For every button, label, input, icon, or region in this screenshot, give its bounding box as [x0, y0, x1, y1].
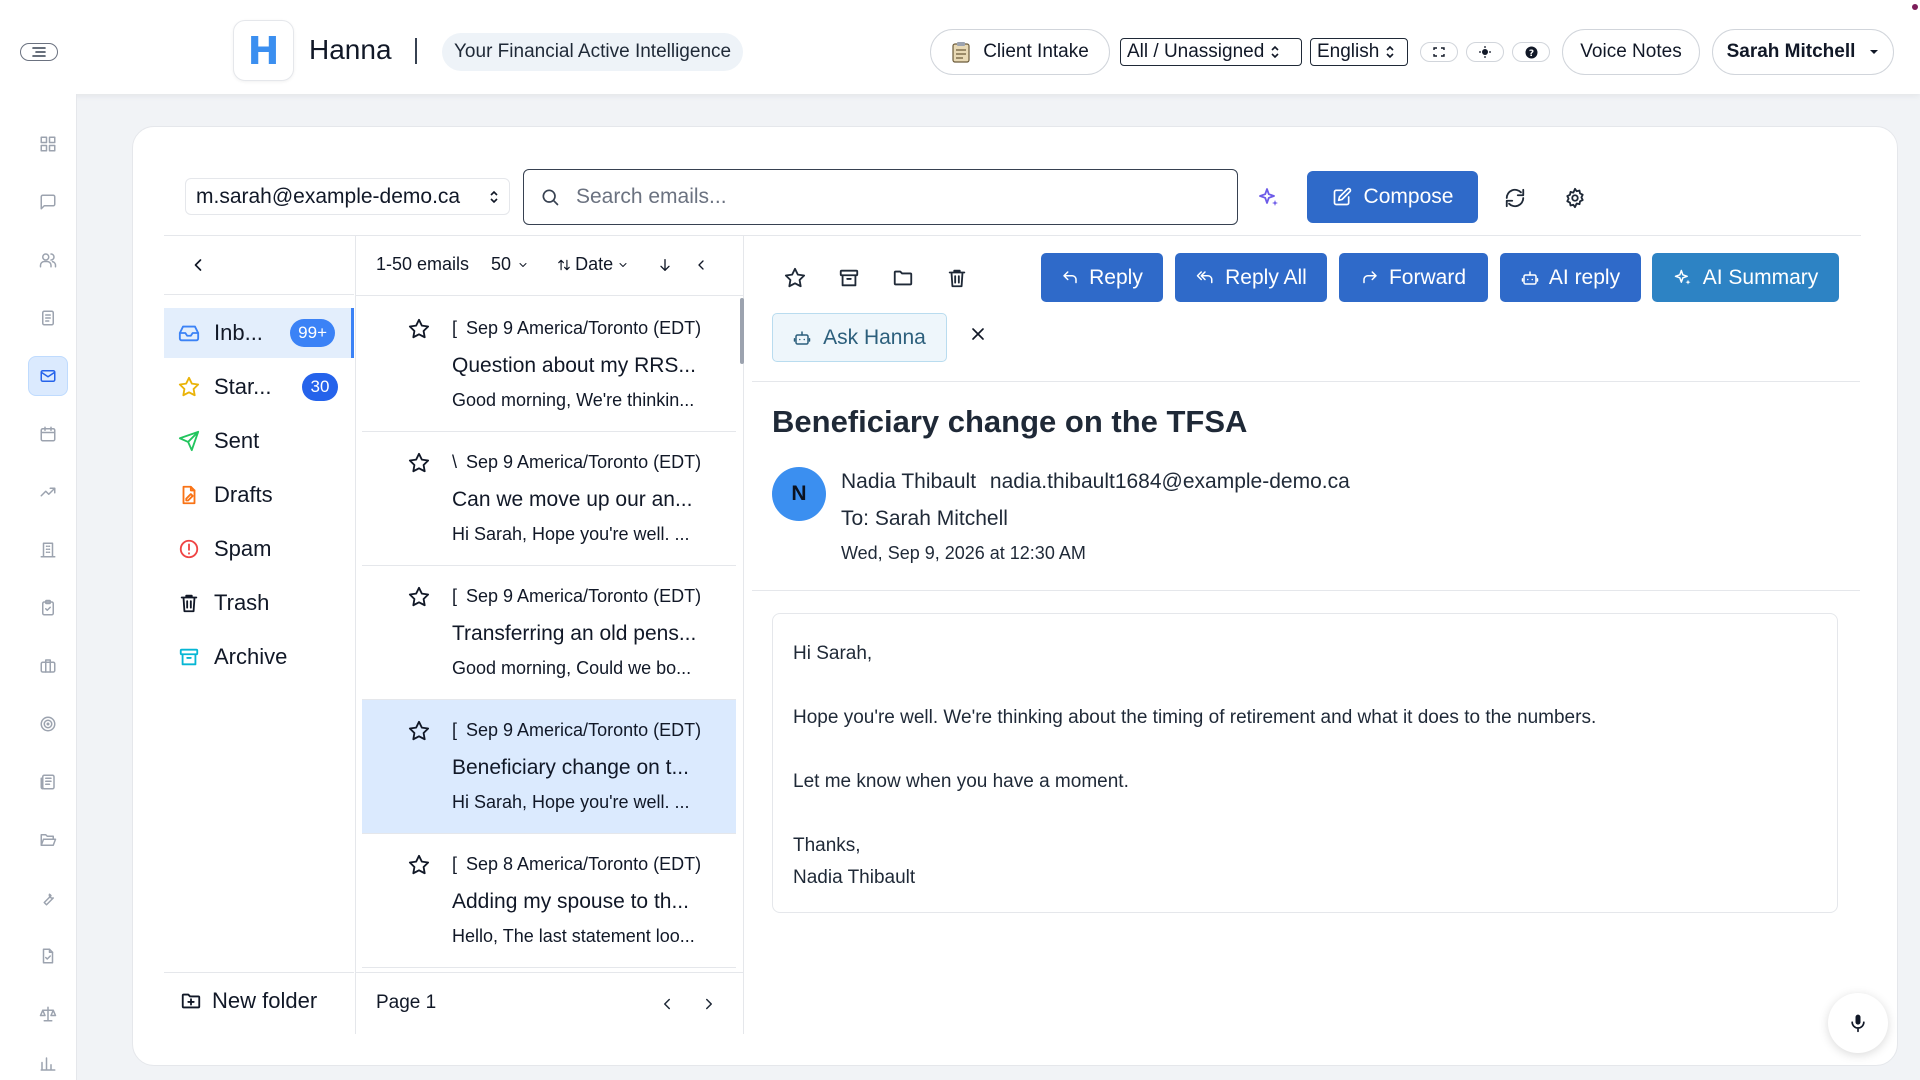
reply-all-label: Reply All	[1225, 265, 1307, 289]
pager-label: Page 1	[376, 992, 437, 1013]
sender-name: Nadia Thibault	[841, 470, 977, 493]
message-body-line: Hi Sarah,	[793, 643, 873, 664]
user-menu-button[interactable]	[1712, 29, 1894, 75]
close-icon	[968, 324, 988, 344]
folder-label: Star...	[214, 374, 272, 399]
news-icon[interactable]	[28, 762, 68, 802]
email-date	[452, 318, 701, 339]
email-subject: Beneficiary change on t...	[452, 756, 689, 779]
recipient-line: To: Sarah Mitchell	[841, 507, 1008, 530]
menu-toggle-button[interactable]	[20, 43, 58, 61]
search-icon	[540, 187, 560, 207]
chevron-left-icon	[693, 257, 709, 273]
email-date-text: Sep 9 America/Toronto (EDT)	[466, 452, 702, 472]
email-date	[452, 452, 701, 473]
folder-label: Spam	[214, 536, 272, 561]
chevron-left-icon	[188, 255, 208, 275]
email-subject: Can we move up our an...	[452, 488, 693, 511]
drafts-icon	[178, 484, 200, 506]
next-page-button[interactable]	[700, 995, 718, 1013]
reply-all-icon	[1195, 269, 1215, 287]
app-name: Hanna	[309, 34, 392, 65]
voice-notes-button[interactable]	[1562, 29, 1700, 75]
email-preview: Hi Sarah, Hope you're well. ...	[452, 524, 690, 544]
star-message-button[interactable]	[780, 263, 810, 293]
search-box	[523, 169, 1238, 225]
sort-direction-button[interactable]	[657, 257, 673, 273]
archive-icon	[838, 267, 860, 289]
sent-timestamp: Wed, Sep 9, 2026 at 12:30 AM	[841, 543, 1086, 563]
notification-dot	[1912, 4, 1918, 10]
folder-label: Trash	[214, 590, 270, 615]
folder-sent[interactable]	[164, 416, 354, 466]
folders-divider	[355, 236, 356, 1034]
email-date-text: Sep 9 America/Toronto (EDT)	[466, 318, 702, 338]
calendar-icon[interactable]	[28, 414, 68, 454]
dashboard-icon[interactable]	[28, 124, 68, 164]
refresh-icon	[1504, 187, 1526, 209]
scale-icon[interactable]	[28, 994, 68, 1034]
send-icon	[178, 430, 200, 452]
ai-summary-button[interactable]	[1652, 253, 1839, 302]
list-header	[376, 254, 709, 275]
star-toggle[interactable]	[408, 854, 430, 876]
star-icon	[408, 586, 430, 608]
search-input[interactable]	[576, 185, 1176, 209]
edit-icon	[1332, 187, 1352, 207]
email-range: 1-50 emails	[376, 254, 470, 274]
clipboard-icon[interactable]	[28, 588, 68, 628]
star-icon	[408, 854, 430, 876]
star-icon	[408, 318, 430, 340]
unread-badge: 99+	[290, 319, 335, 347]
top-bar	[0, 0, 1920, 94]
app-tagline: Your Financial Active Intelligence	[442, 33, 743, 71]
archive-icon	[178, 646, 200, 668]
page-size-select[interactable]	[491, 254, 529, 275]
message-body-line	[793, 798, 1817, 830]
trash-icon	[178, 592, 200, 614]
updown-chevron-icon	[1385, 44, 1395, 60]
folder-open-icon[interactable]	[28, 820, 68, 860]
close-message-button[interactable]	[968, 324, 988, 344]
folder-label: Sent	[214, 428, 260, 453]
assignment-filter-value: All / Unassigned	[1127, 41, 1265, 62]
ai-reply-button[interactable]	[1500, 253, 1641, 302]
folder-inbox[interactable]	[164, 308, 354, 358]
expand-icon	[1433, 47, 1445, 57]
email-date-text: Sep 9 America/Toronto (EDT)	[466, 586, 702, 606]
email-subject: Transferring an old pens...	[452, 622, 697, 645]
folder-drafts[interactable]	[164, 470, 354, 520]
message-body-line	[793, 734, 1817, 766]
page-size-value: 50	[491, 254, 512, 274]
email-preview: Hello, The last statement loo...	[452, 926, 695, 946]
reply-button[interactable]	[1041, 253, 1163, 302]
email-preview: Hi Sarah, Hope you're well. ...	[452, 792, 690, 812]
arrow-down-icon	[657, 257, 673, 273]
email-date-text: Sep 8 America/Toronto (EDT)	[466, 854, 702, 874]
reply-label: Reply	[1089, 265, 1143, 289]
forward-button[interactable]	[1339, 253, 1488, 302]
chevron-down-icon	[617, 259, 629, 271]
sort-icon	[557, 258, 571, 272]
inbox-icon	[178, 322, 200, 344]
sender-line	[841, 470, 1350, 494]
sender-email[interactable]: nadia.thibault1684@example-demo.ca	[989, 470, 1350, 493]
star-toggle[interactable]	[408, 720, 430, 742]
folder-spam[interactable]	[164, 524, 354, 574]
ai-reply-label: AI reply	[1548, 265, 1621, 289]
email-subject: Adding my spouse to th...	[452, 890, 689, 913]
email-list-item[interactable]	[362, 700, 736, 834]
folders-head-divider	[164, 294, 354, 295]
star-toggle[interactable]	[408, 318, 430, 340]
account-select[interactable]	[185, 178, 510, 215]
language-value: English	[1317, 41, 1380, 62]
avatar: N	[772, 467, 826, 521]
list-footer-divider	[356, 972, 743, 973]
archive-message-button[interactable]	[834, 263, 864, 293]
user-name: Sarah Mitchell	[1726, 41, 1856, 62]
mail-icon[interactable]	[28, 356, 68, 396]
star-icon	[178, 376, 200, 398]
message-body-line: Let me know when you have a moment.	[793, 771, 1129, 792]
theme-toggle-button[interactable]	[1466, 42, 1504, 62]
email-list-item[interactable]	[362, 432, 736, 566]
email-date	[452, 854, 701, 875]
message-body-line: Hope you're well. We're thinking about the timing of retirement and what it does to the numbers.	[793, 707, 1597, 728]
collapse-folders-button[interactable]	[188, 255, 208, 275]
users-icon[interactable]	[28, 240, 68, 280]
email-list-item[interactable]	[362, 834, 736, 968]
list-head-divider	[356, 295, 743, 296]
chevron-right-icon	[700, 995, 718, 1013]
message-subject: Beneficiary change on the TFSA	[772, 404, 1248, 439]
new-folder-button[interactable]	[180, 988, 317, 1014]
sparkle-icon	[1257, 186, 1281, 210]
email-date-text: Sep 9 America/Toronto (EDT)	[466, 720, 702, 740]
briefcase-icon[interactable]	[28, 646, 68, 686]
updown-chevron-icon	[1270, 44, 1280, 60]
folder-label: Inb...	[214, 320, 263, 345]
ask-hanna-label: Ask Hanna	[823, 325, 926, 349]
svg-text:?: ?	[1528, 48, 1534, 59]
forward-label: Forward	[1388, 265, 1467, 289]
collapse-list-button[interactable]	[693, 257, 709, 273]
toolbar-divider	[164, 235, 1861, 236]
chat-icon[interactable]	[28, 182, 68, 222]
ai-search-button[interactable]	[1254, 183, 1284, 213]
voice-input-button[interactable]	[1828, 993, 1888, 1053]
spam-icon	[178, 538, 200, 560]
email-marker: \	[452, 452, 458, 472]
folder-archive[interactable]	[164, 632, 354, 682]
chevron-down-icon	[517, 259, 529, 271]
trash-icon	[946, 267, 968, 289]
reader-meta-divider	[752, 590, 1860, 591]
folder-starred[interactable]	[164, 362, 354, 412]
email-preview: Good morning, Could we bo...	[452, 658, 692, 678]
assignment-filter-select[interactable]	[1120, 38, 1302, 66]
client-intake-button[interactable]	[930, 29, 1110, 75]
folder-label: Drafts	[214, 482, 273, 507]
help-button[interactable]	[1512, 42, 1550, 62]
menu-icon	[32, 47, 46, 57]
target-icon[interactable]	[28, 704, 68, 744]
folder-trash[interactable]	[164, 578, 354, 628]
email-date	[452, 586, 701, 607]
star-icon	[784, 267, 806, 289]
language-select[interactable]	[1310, 38, 1408, 66]
sort-value: Date	[575, 254, 614, 274]
app-logo	[233, 20, 294, 81]
folder-label: Archive	[214, 644, 288, 669]
clipboard-icon	[951, 41, 971, 63]
caret-down-icon	[1869, 49, 1879, 55]
star-toggle[interactable]	[408, 586, 430, 608]
star-icon	[408, 720, 430, 742]
folders-footer-divider	[164, 972, 354, 973]
forward-icon	[1361, 269, 1379, 287]
fullscreen-button[interactable]	[1420, 42, 1458, 62]
star-toggle[interactable]	[408, 452, 430, 474]
message-body-line	[793, 670, 1817, 702]
delete-message-button[interactable]	[942, 263, 972, 293]
robot-icon	[793, 329, 811, 347]
bar-chart-icon[interactable]	[28, 1044, 68, 1080]
ai-summary-label: AI Summary	[1702, 265, 1819, 289]
move-message-button[interactable]	[888, 263, 918, 293]
reader-head-divider	[752, 381, 1860, 382]
email-list-item[interactable]	[362, 566, 736, 700]
email-marker: [	[452, 318, 458, 338]
email-preview: Good morning, We're thinkin...	[452, 390, 695, 410]
updown-chevron-icon	[489, 189, 499, 205]
robot-icon	[1521, 269, 1539, 287]
prev-page-button[interactable]	[658, 995, 676, 1013]
email-marker: [	[452, 720, 458, 740]
sort-select[interactable]	[557, 254, 629, 275]
help-icon	[1525, 46, 1538, 59]
folder-plus-icon	[180, 990, 202, 1012]
wrench-icon[interactable]	[28, 878, 68, 918]
compose-button[interactable]	[1307, 171, 1478, 223]
sparkle-icon	[1673, 268, 1693, 288]
logo-letter: H	[247, 28, 280, 73]
account-value: m.sarah@example-demo.ca	[196, 184, 461, 208]
file-check-icon[interactable]	[28, 936, 68, 976]
star-icon	[408, 452, 430, 474]
trending-icon[interactable]	[28, 472, 68, 512]
compose-label: Compose	[1363, 185, 1454, 208]
building-icon[interactable]	[28, 530, 68, 570]
email-list-item[interactable]	[362, 298, 736, 432]
message-body	[772, 613, 1838, 913]
side-rail	[0, 94, 77, 1080]
starred-badge: 30	[302, 373, 338, 401]
document-icon[interactable]	[28, 298, 68, 338]
settings-button[interactable]	[1560, 183, 1590, 213]
email-marker: [	[452, 586, 458, 606]
message-body-line: Nadia Thibault	[793, 867, 916, 888]
gear-icon	[1564, 187, 1586, 209]
folder-icon	[892, 267, 914, 289]
reply-all-button[interactable]	[1175, 253, 1327, 302]
header-divider	[415, 38, 417, 64]
email-marker: [	[452, 854, 458, 874]
reply-icon	[1061, 269, 1079, 287]
client-intake-label: Client Intake	[983, 41, 1089, 62]
new-folder-label: New folder	[212, 988, 318, 1013]
email-date	[452, 720, 701, 741]
sun-icon	[1479, 46, 1491, 58]
chevron-left-icon	[658, 995, 676, 1013]
refresh-button[interactable]	[1500, 183, 1530, 213]
message-body-line: Thanks,	[793, 835, 861, 856]
microphone-icon	[1848, 1012, 1868, 1034]
ask-hanna-button[interactable]	[772, 313, 947, 362]
voice-notes-label: Voice Notes	[1580, 41, 1682, 62]
list-scrollbar[interactable]	[740, 298, 744, 364]
email-subject: Question about my RRS...	[452, 354, 696, 377]
